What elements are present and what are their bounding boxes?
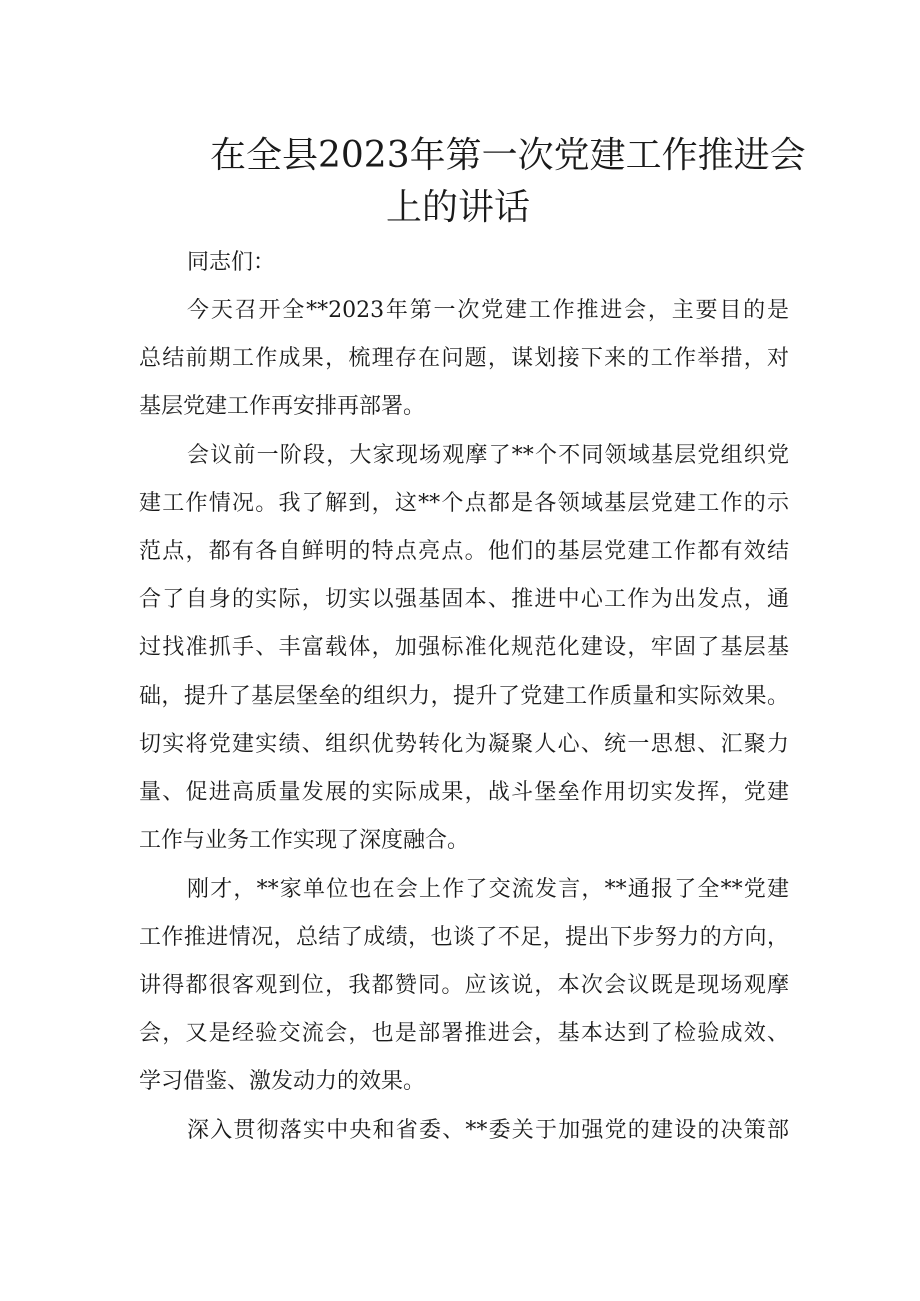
paragraph-3-line-1: 刚才，**家单位也在会上作了交流发言，**通报了全**党建 — [187, 877, 789, 902]
paragraph-2-line-5: 过找准抓手、丰富载体，加强标准化规范化建设，牢固了基层基 — [139, 635, 789, 660]
paragraph-2-line-4: 合了自身的实际，切实以强基固本、推进中心工作为出发点，通 — [139, 587, 789, 612]
paragraph-4-line-1: 深入贯彻落实中央和省委、**委关于加强党的建设的决策部 — [187, 1118, 789, 1143]
paragraph-2-line-9: 工作与业务工作实现了深度融合。 — [139, 828, 470, 853]
paragraph-1-line-2: 总结前期工作成果，梳理存在问题，谋划接下来的工作举措，对 — [139, 346, 789, 371]
paragraph-2-line-2: 建工作情况。我了解到，这**个点都是各领域基层党建工作的示 — [139, 491, 789, 516]
paragraph-3-line-3: 讲得都很客观到位，我都赞同。应该说，本次会议既是现场观摩 — [139, 973, 789, 998]
paragraph-2-line-6: 础，提升了基层堡垒的组织力，提升了党建工作质量和实际效果。 — [139, 684, 789, 709]
paragraph-2-line-3: 范点，都有各自鲜明的特点亮点。他们的基层党建工作都有效结 — [139, 539, 789, 564]
document-title-line-2: 上的讲话 — [386, 187, 531, 228]
paragraph-3-line-4: 会，又是经验交流会，也是部署推进会，基本达到了检验成效、 — [139, 1021, 789, 1046]
document-title-line-1: 在全县2023年第一次党建工作推进会 — [210, 135, 806, 176]
paragraph-3-line-5: 学习借鉴、激发动力的效果。 — [139, 1069, 426, 1094]
salutation: 同志们： — [187, 250, 276, 275]
paragraph-1-line-1: 今天召开全**2023年第一次党建工作推进会，主要目的是 — [187, 298, 789, 323]
paragraph-2-line-8: 量、促进高质量发展的实际成果，战斗堡垒作用切实发挥，党建 — [139, 780, 789, 805]
paragraph-2-line-7: 切实将党建实绩、组织优势转化为凝聚人心、统一思想、汇聚力 — [139, 732, 789, 757]
paragraph-1-line-3: 基层党建工作再安排再部署。 — [139, 394, 426, 419]
paragraph-3-line-2: 工作推进情况，总结了成绩，也谈了不足，提出下步努力的方向， — [139, 925, 789, 950]
paragraph-2-line-1: 会议前一阶段，大家现场观摩了**个不同领域基层党组织党 — [187, 443, 789, 468]
